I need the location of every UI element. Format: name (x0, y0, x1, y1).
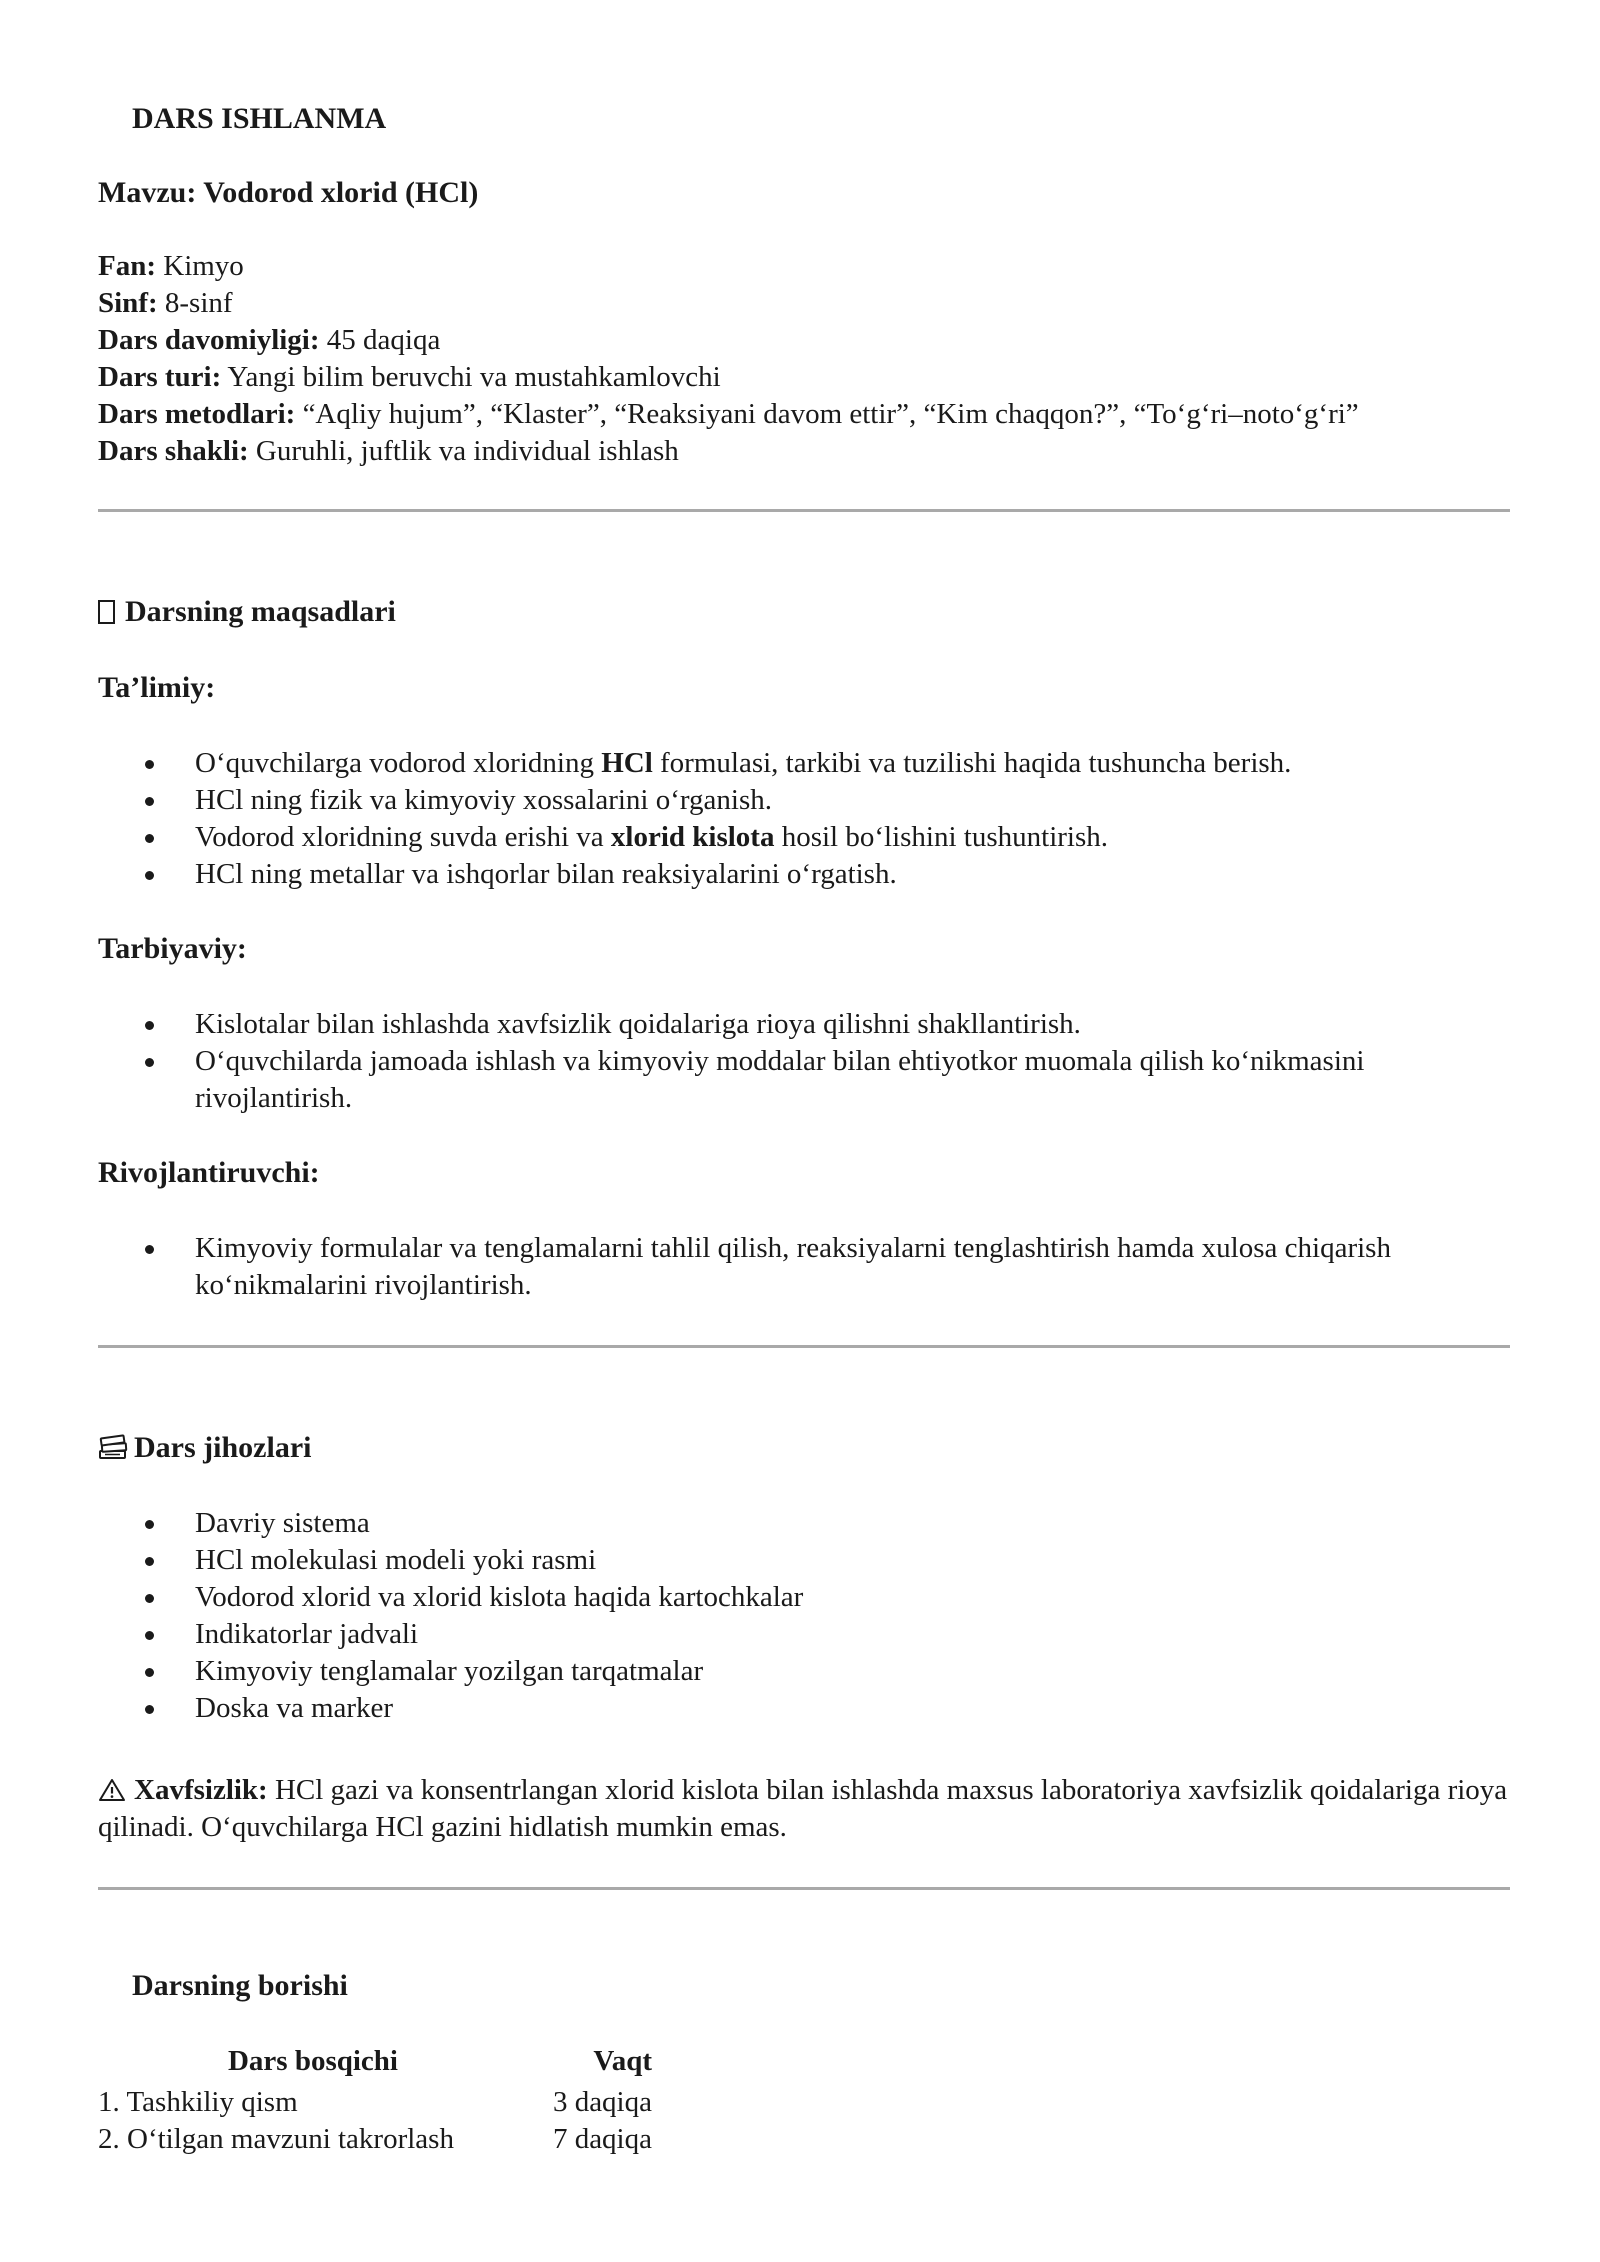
list-item: Indikatorlar jadvali (98, 1616, 1510, 1653)
rivojlantiruvchi-list (98, 1230, 1510, 1304)
equipment-list (98, 1505, 1510, 1727)
document-title: DARS ISHLANMA (132, 102, 387, 135)
meta-value: 45 daqiqa (326, 324, 441, 356)
meta-value: “Aqliy hujum”, “Klaster”, “Reaksiyani davom ettir”, “Kim chaqqon?”, “To‘g‘ri–noto‘g‘ri” (302, 398, 1359, 430)
rivojlantiruvchi-heading: Rivojlantiruvchi: (98, 1156, 320, 1189)
column-header: Dars bosqichi (227, 2045, 398, 2077)
section-divider (98, 1887, 1510, 1890)
meta-value: Yangi bilim beruvchi va mustahkamlovchi (227, 361, 721, 393)
column-header: Vaqt (593, 2045, 652, 2077)
table-row (98, 2084, 658, 2121)
meta-label: Dars davomiyligi: (98, 324, 320, 356)
talimiy-heading: Ta’limiy: (98, 671, 216, 704)
lesson-plan-table (98, 2043, 658, 2158)
item-text: hosil bo‘lishini tushuntirish. (774, 821, 1108, 853)
list-item: HCl molekulasi modeli yoki rasmi (98, 1542, 1510, 1579)
meta-label: Fan: (98, 250, 156, 282)
list-item (98, 745, 1510, 782)
meta-label: Sinf: (98, 287, 158, 319)
meta-row (98, 433, 1359, 470)
item-text: Vodorod xloridning suvda erishi va (195, 821, 611, 853)
list-item: Doska va marker (98, 1690, 1510, 1727)
meta-row (98, 248, 1359, 285)
equipment-heading (98, 1429, 311, 1466)
item-text: HCl ning fizik va kimyoviy xossalarini o‘rganish. (195, 784, 772, 816)
list-item: Vodorod xlorid va xlorid kislota haqida kartochkalar (98, 1579, 1510, 1616)
safety-note (98, 1772, 1510, 1846)
goals-heading (98, 593, 396, 630)
section-divider (98, 509, 1510, 512)
meta-value: 8-sinf (164, 287, 233, 319)
missing-glyph-icon (98, 600, 115, 624)
list-item: O‘quvchilarda jamoada ishlash va kimyoviy moddalar bilan ehtiyotkor muomala qilish ko‘nikmasini rivojlantirish. (98, 1043, 1510, 1117)
meta-value: Guruhli, juftlik va individual ishlash (255, 435, 679, 467)
meta-label: Dars metodlari: (98, 398, 296, 430)
talimiy-list (98, 745, 1510, 893)
plan-heading: Darsning borishi (132, 1969, 348, 2002)
table-header-row (98, 2043, 658, 2084)
item-text: O‘quvchilarga vodorod xloridning (195, 747, 602, 779)
meta-label: Dars shakli: (98, 435, 249, 467)
meta-row (98, 359, 1359, 396)
list-item (98, 819, 1510, 856)
meta-label: Dars turi: (98, 361, 222, 393)
books-icon (98, 1434, 128, 1460)
safety-label: Xavfsizlik: (134, 1774, 268, 1806)
table-row (98, 2121, 658, 2158)
list-item (98, 856, 1510, 893)
list-item: Kimyoviy formulalar va tenglamalarni tahlil qilish, reaksiyalarni tenglashtirish hamda xulosa chiqarish ko‘nikmalarini rivojlantirish. (98, 1230, 1510, 1304)
tarbiyaviy-heading: Tarbiyaviy: (98, 932, 247, 965)
item-bold: xlorid kislota (610, 821, 775, 853)
meta-row (98, 285, 1359, 322)
item-text: HCl ning metallar va ishqorlar bilan reaksiyalarini o‘rgatish. (195, 858, 897, 890)
topic-line (98, 174, 478, 211)
item-text: formulasi, tarkibi va tuzilishi haqida tushuncha berish. (652, 747, 1292, 779)
table-cell: 1. Tashkiliy qism (98, 2086, 298, 2118)
goals-heading-text: Darsning maqsadlari (125, 595, 396, 628)
safety-text: HCl gazi va konsentrlangan xlorid kislota bilan ishlashda maxsus laboratoriya xavfsizlik qoidalariga rioya qilinadi. O‘quvchilarga HCl gazini hidlatish mumkin emas. (98, 1774, 1508, 1843)
meta-value: Kimyo (163, 250, 244, 282)
topic-label: Mavzu: (98, 176, 197, 209)
list-item (98, 782, 1510, 819)
topic-value: Vodorod xlorid (HCl) (203, 176, 479, 209)
warning-icon (98, 1778, 126, 1802)
list-item: Kimyoviy tenglamalar yozilgan tarqatmalar (98, 1653, 1510, 1690)
equipment-heading-text: Dars jihozlari (134, 1431, 312, 1464)
lesson-meta (98, 248, 1359, 470)
tarbiyaviy-list (98, 1006, 1510, 1117)
meta-row (98, 396, 1359, 433)
item-bold: HCl (601, 747, 653, 779)
table-cell: 3 daqiqa (552, 2086, 652, 2118)
table-cell: 2. O‘tilgan mavzuni takrorlash (98, 2123, 454, 2155)
meta-row (98, 322, 1359, 359)
list-item: Davriy sistema (98, 1505, 1510, 1542)
section-divider (98, 1345, 1510, 1348)
list-item: Kislotalar bilan ishlashda xavfsizlik qoidalariga rioya qilishni shakllantirish. (98, 1006, 1510, 1043)
table-cell: 7 daqiqa (552, 2123, 652, 2155)
